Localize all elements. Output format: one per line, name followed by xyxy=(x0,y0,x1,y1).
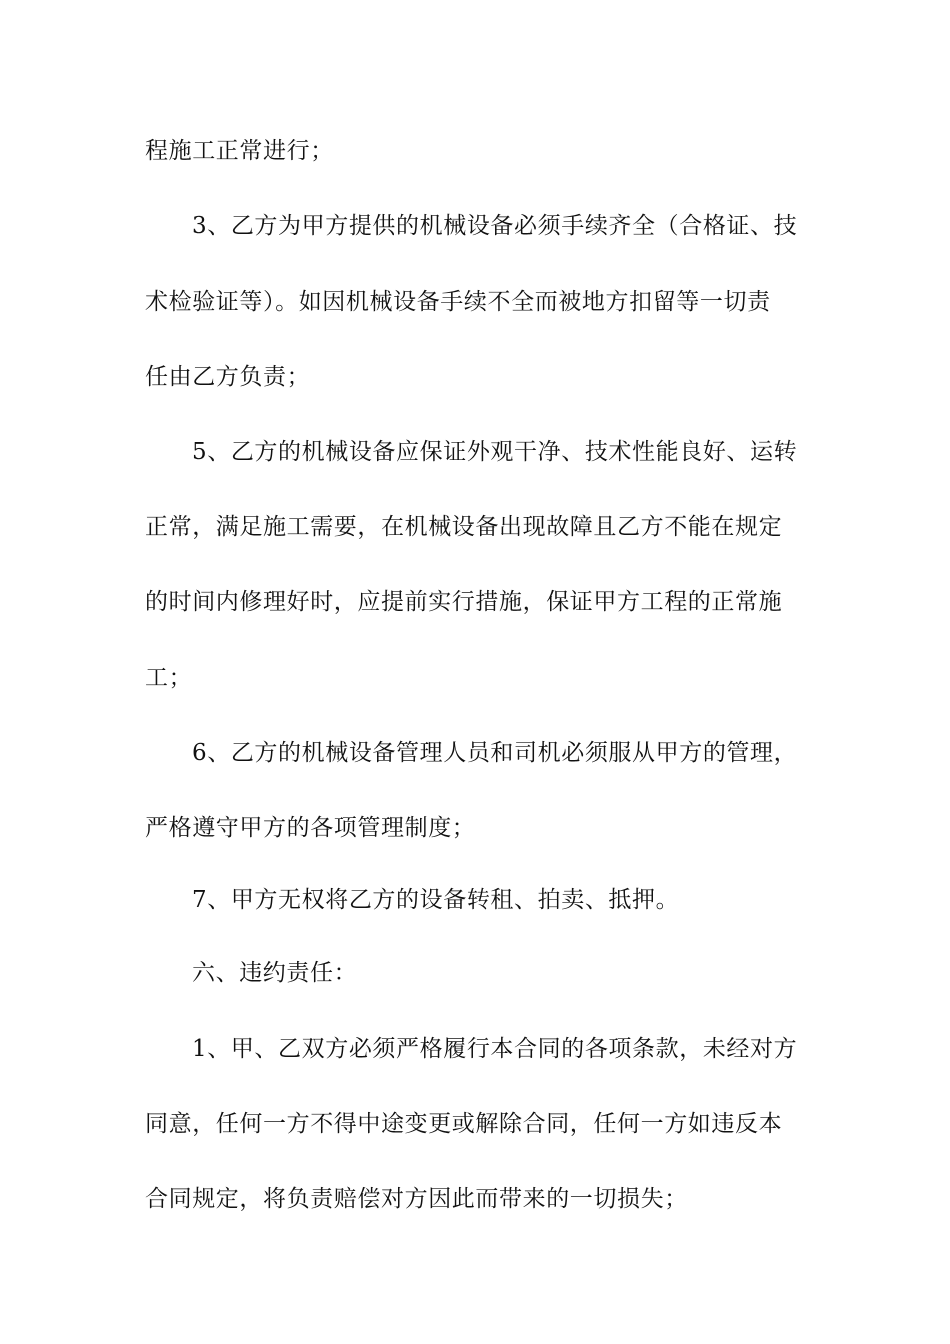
text-line: 六、违约责任： xyxy=(192,960,358,986)
text-line: 同意，任何一方不得中途变更或解除合同，任何一方如违反本 xyxy=(145,1111,783,1137)
text-line: 术检验证等）。如因机械设备手续不全而被地方扣留等一切责 xyxy=(145,289,771,315)
text-line: 正常，满足施工需要，在机械设备出现故障且乙方不能在规定 xyxy=(145,514,783,540)
text-line: 工； xyxy=(145,665,193,691)
text-line: 合同规定，将负责赔偿对方因此而带来的一切损失； xyxy=(145,1186,688,1212)
text-line: 的时间内修理好时，应提前实行措施，保证甲方工程的正常施 xyxy=(145,589,783,615)
text-line: 5、乙方的机械设备应保证外观干净、技术性能良好、运转 xyxy=(192,439,798,465)
text-line: 3、乙方为甲方提供的机械设备必须手续齐全（合格证、技 xyxy=(192,213,798,239)
text-line: 7、甲方无权将乙方的设备转租、拍卖、抵押。 xyxy=(192,887,680,913)
text-line: 1、甲、乙双方必须严格履行本合同的各项条款，未经对方 xyxy=(192,1036,798,1062)
text-line: 程施工正常进行； xyxy=(145,138,334,164)
text-line: 6、乙方的机械设备管理人员和司机必须服从甲方的管理， xyxy=(192,740,798,766)
text-line: 任由乙方负责； xyxy=(145,364,311,390)
text-line: 严格遵守甲方的各项管理制度； xyxy=(145,815,476,841)
